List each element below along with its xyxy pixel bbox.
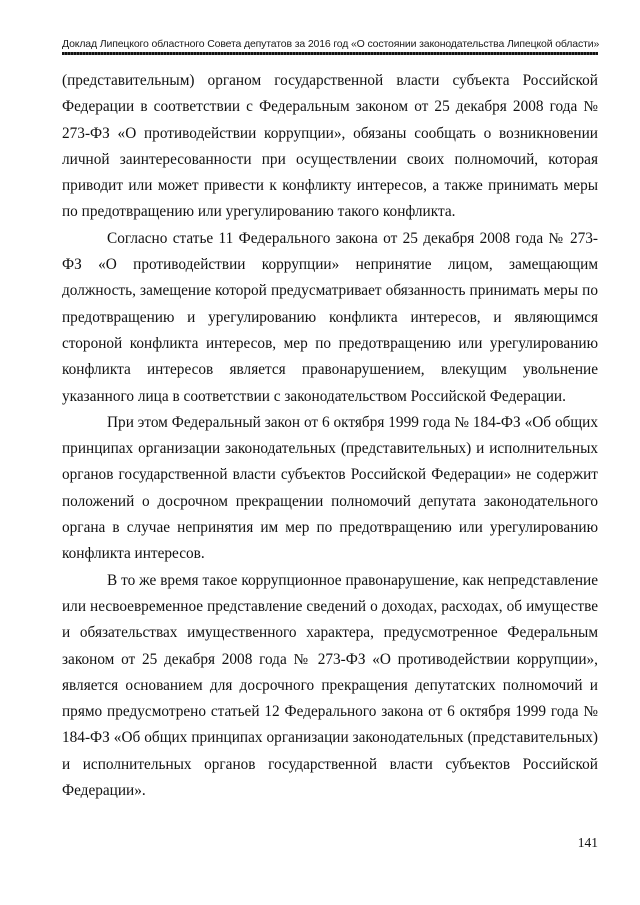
page-number: 141 [577, 835, 598, 850]
document-body [62, 68, 598, 804]
header-divider [62, 52, 598, 55]
paragraph-continuation: (представительным) органом государственной власти субъекта Российской Федерации в соответствии с Федеральным законом от 25 декабря 2008 года № 273-ФЗ «О противодействии коррупции», обязаны сообщать о возникновении личной заинтересованности при осуществлении своих полномочий, которая приводит или может привести к конфликту интересов, а также принимать меры по предотвращению или урегулированию такого конфликта. [62, 72, 598, 221]
paragraph-law-184: При этом Федеральный закон от 6 октября 1999 года № 184-ФЗ «Об общих принципах организации законодательных (представительных) и исполнительных органов государственной власти субъектов Российской Федерации» не содержит положений о досрочном прекращении полномочий депутата законодательного органа в случае непринятия им мер по предотвращению или урегулированию конфликта интересов. [62, 413, 598, 563]
paragraph-income-disclosure: В то же время такое коррупционное правонарушение, как непредставление или несвоевременное представление сведений о доходах, расходах, об имуществе и обязательствах имущественного характера, предусмотренное Федеральным законом от 25 декабря 2008 года № 273-ФЗ «О противодействии коррупции», является основанием для досрочного прекращения депутатских полномочий и прямо предусмотрено статьей 12 Федерального закона от 6 октября 1999 года № 184-ФЗ «Об общих принципах организации законодательных (представительных) и исполнительных органов государственной власти субъектов Российской Федерации». [62, 571, 598, 800]
paragraph-article-11: Согласно статье 11 Федерального закона от 25 декабря 2008 года № 273-ФЗ «О противодействии коррупции» непринятие лицом, замещающим должность, замещение которой предусматривает обязанность принимать меры по предотвращению и урегулированию конфликта интересов, и являющимся стороной конфликта интересов, мер по предотвращению или урегулированию конфликта интересов является правонарушением, влекущим увольнение указанного лица в соответствии с законодательством Российской Федерации. [62, 229, 598, 405]
running-header: Доклад Липецкого областного Совета депутатов за 2016 год «О состоянии законодательства Липецкой области» [62, 38, 600, 50]
